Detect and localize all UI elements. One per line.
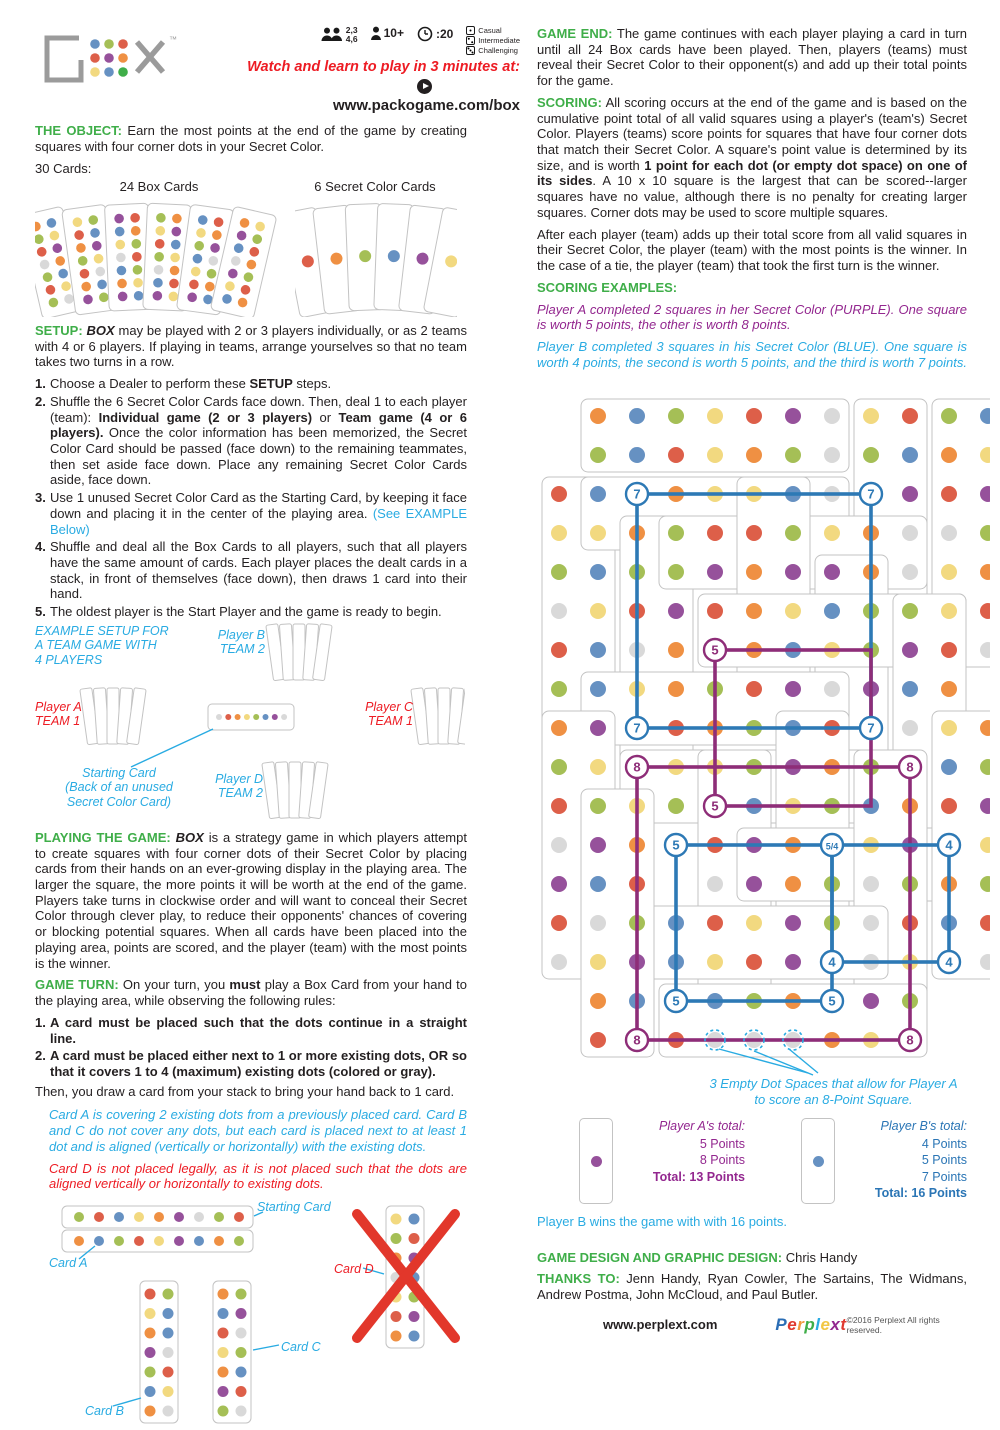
secret-cards-fan	[295, 197, 457, 317]
info-icons	[193, 26, 520, 55]
setup-step-4: 4. Shuffle and deal all the Box Cards to all players, such that all players have the same amount of cards. Each player places the dealt cards in a stack, in front of themselves (face down), then draws 1 card into their hand.	[35, 539, 467, 602]
svg-text:8: 8	[633, 1032, 641, 1048]
setup-box-word: BOX	[86, 322, 115, 338]
time-value: :20	[435, 26, 454, 41]
trademark: ™	[169, 35, 177, 44]
card-abc-note: Card A is covering 2 existing dots from a previously placed card. Card B and C do not cover any dots, but each card is placed next to at least 1 dot and is aligned (vertically or horizontally) with the existing dots.	[49, 1107, 467, 1154]
empty-dot-spaces-note: 3 Empty Dot Spaces that allow for Player A to score an 8-Point Square.	[709, 1076, 958, 1108]
placement-diagram	[35, 1198, 467, 1430]
winner-line: Player B wins the game with with 16 points.	[537, 1213, 788, 1229]
card-c-label: Card C	[281, 1339, 321, 1354]
svg-text:8: 8	[633, 759, 641, 775]
game-turn-intro: GAME TURN: On your turn, you must play a Box Card from your hand to the playing area, while observing the following rules:	[35, 977, 468, 1009]
scoring-diagram-svg	[520, 376, 990, 1076]
box-logo-graphic	[35, 26, 187, 88]
placement-svg	[35, 1198, 465, 1430]
player-b-label: Player B TEAM 2	[217, 627, 265, 657]
player-a-totals	[579, 1118, 745, 1204]
difficulty-list	[466, 26, 520, 55]
starting-card-label: Starting Card	[257, 1199, 331, 1214]
players-count-group	[321, 26, 358, 44]
setup-step-1: 1. Choose a Dealer to perform these SETUP steps.	[35, 376, 332, 392]
die-2-icon	[466, 36, 475, 45]
cards-count-title: 30 Cards:	[35, 160, 92, 176]
card-d-label: Card D	[334, 1261, 374, 1276]
die-3-icon	[466, 46, 475, 55]
logo-x-icon	[137, 42, 163, 72]
totals-row	[579, 1118, 967, 1204]
svg-text:7: 7	[867, 720, 875, 736]
svg-text:5: 5	[828, 993, 836, 1009]
setup-intro-text: may be played with 2 or 3 players individually, or as 2 teams with 4 or 6 players. If playing in teams, arrange yourselves so that no team takes two turns in a row.	[35, 322, 467, 370]
svg-text:5: 5	[711, 798, 719, 814]
see-example-link: (See EXAMPLE Below)	[50, 505, 467, 537]
svg-text:7: 7	[867, 486, 875, 502]
secret-cards-label: 6 Secret Color Cards	[314, 179, 436, 195]
scoring-diagram	[520, 376, 967, 1076]
starting-card-note: Starting Card (Back of an unused Secret Color Card)	[65, 765, 173, 809]
card-fans	[35, 197, 467, 317]
age-icon	[371, 26, 381, 41]
footer	[537, 1315, 967, 1336]
thanks-credit: THANKS TO: Jenn Handy, Ryan Cowler, The Sartains, The Widmans, Andrew Postma, John McCloud, and Paul Butler.	[537, 1271, 967, 1302]
player-a-label: Player A TEAM 1	[35, 699, 82, 729]
svg-text:7: 7	[633, 720, 641, 736]
svg-text:4: 4	[945, 954, 953, 970]
difficulty-intermediate: Intermediate	[466, 36, 520, 46]
scoring-examples-heading: SCORING EXAMPLES:	[537, 279, 678, 295]
player-d-label: Player D TEAM 2	[215, 771, 263, 801]
object-paragraph	[35, 123, 467, 154]
time-group	[417, 26, 453, 42]
box-cards-label: 24 Box Cards	[119, 179, 199, 195]
game-turn-heading: GAME TURN:	[35, 977, 119, 993]
logo-dots-icon	[90, 39, 128, 77]
header	[35, 25, 520, 115]
fan-labels	[35, 179, 467, 195]
difficulty-challenging: Challenging	[466, 46, 520, 56]
age-group	[371, 26, 404, 41]
game-turn-rule-2: 2. A card must be placed either next to 1 or more existing dots, OR so that it covers 1 to 4 (maximum) existing dots (colored or gray).	[35, 1048, 467, 1079]
game-turn-after: Then, you draw a card from your stack to bring your hand back to 1 card.	[35, 1083, 455, 1099]
perplext-url[interactable]: www.perplext.com	[603, 1317, 718, 1333]
player-a-totals-text: Player A's total: 5 Points 8 Points Total: 13 Points	[652, 1118, 745, 1184]
player-b-example-note: Player B completed 3 squares in his Secret Color (BLUE). One square is worth 4 points, the second is worth 5 points, and the third is worth 7 points.	[537, 338, 967, 370]
player-a-example-note: Player A completed 2 squares in her Secret Color (PURPLE). One square is worth 5 points, the other is worth 8 points.	[537, 301, 967, 333]
object-text: Earn the most points at the end of the game by creating squares with four corner dots in your Secret Color.	[35, 123, 468, 154]
svg-text:5: 5	[672, 837, 680, 853]
player-b-totals	[801, 1118, 967, 1204]
card-b-label: Card B	[85, 1403, 124, 1418]
player-b-totals-text: Player B's total: 4 Points 5 Points 7 Points Total: 16 Points	[874, 1118, 967, 1200]
player-c-label: Player C TEAM 1	[365, 699, 413, 729]
svg-text:4: 4	[828, 954, 836, 970]
setup-heading: SETUP:	[35, 322, 83, 338]
playing-heading: PLAYING THE GAME:	[35, 829, 171, 845]
playing-the-game	[35, 830, 467, 971]
svg-text:8: 8	[906, 759, 914, 775]
setup-step-2: 2. Shuffle the 6 Secret Color Cards face down. Then, deal 1 to each player (team): Individual game (2 or 3 players) or Team game (4 or 6 players). Once the color information has been memorized, the Secret Color Card should be passed (face down) to the remaining teammates, then set aside face down. Place any remaining Secret Color Cards aside, face down.	[35, 393, 467, 488]
game-end-heading: GAME END:	[537, 26, 613, 41]
playing-box-word: BOX	[175, 829, 204, 845]
blue-dot	[813, 1156, 824, 1167]
box-cards-fan	[35, 197, 283, 317]
object-heading: THE OBJECT:	[35, 123, 123, 139]
players-icon	[321, 27, 343, 42]
setup-step-3: 3. Use 1 unused Secret Color Card as the Starting Card, by keeping it face down and placing it in the center of the playing area. (See EXAMPLE Below)	[35, 490, 467, 537]
scoring-heading: SCORING:	[537, 94, 602, 110]
svg-text:8: 8	[906, 1032, 914, 1048]
secret-color-card-blue	[801, 1118, 835, 1204]
example-setup-diagram	[35, 622, 467, 824]
svg-text:5: 5	[672, 993, 680, 1009]
card-a-label: Card A	[49, 1255, 88, 1270]
die-1-icon	[466, 26, 475, 35]
svg-text:5/4: 5/4	[825, 841, 839, 852]
left-column	[35, 25, 520, 1430]
difficulty-casual: Casual	[466, 26, 520, 36]
playing-text: is a strategy game in which players attempt to create squares with four corner dots of their Secret Color by placing cards from their hands on an ever-growing display in the playing area. The larger the square, the more points it will be worth at the end of the game. Players take turns in clockwise order and will want to conceal their Secret Color through clever play, to reduce their opponents' chances of covering or blocking potential squares. When all cards have been placed into the playing area, points are scored, and the player (team) with the most points is the winner.	[35, 829, 467, 971]
logo-bracket-icon	[47, 38, 81, 80]
setup-intro	[35, 323, 467, 370]
design-credit: GAME DESIGN AND GRAPHIC DESIGN: Chris Handy	[537, 1249, 858, 1265]
box-logo	[35, 26, 193, 115]
scoring-paragraph: SCORING: All scoring occurs at the end of the game and is based on the cumulative point total of all valid squares using a player's (team's) Secret Color. Players (teams) score points for squares that have four corner dots that match their Secret Color. A square's point value is determined by its size, and is worth 1 point for each dot (or empty dot space) on one of its sides. A 10 x 10 square is the largest that can be scored--larger squares have no value, although there is no penalty for creating larger squares. Corner dots may be used to score multiple squares.	[537, 94, 967, 220]
svg-text:7: 7	[633, 486, 641, 502]
right-column	[537, 26, 967, 1335]
copyright: ©2016 Perplext All rights reserved.	[846, 1314, 940, 1335]
scoring-paragraph-2: After each player (team) adds up their total score from all valid squares in their Secret Color, the player (team) with the most points is the winner. In the case of a tie, the player (team) that took the first turn is the winner.	[537, 226, 967, 274]
svg-text:5: 5	[711, 642, 719, 658]
setup-step-5: 5. The oldest player is the Start Player and the game is ready to begin.	[35, 604, 442, 620]
header-right	[193, 26, 520, 115]
card-d-note: Card D is not placed legally, as it is not placed such that the dots are aligned vertically or horizontally to existing dots.	[49, 1160, 467, 1192]
svg-text:4: 4	[945, 837, 953, 853]
play-icon	[417, 79, 432, 94]
perplext-logo: Perplext	[775, 1314, 847, 1334]
age-value: 10+	[383, 26, 404, 41]
video-url-line	[193, 79, 520, 115]
example-setup-caption: EXAMPLE SETUP FOR A TEAM GAME WITH 4 PLAYERS	[35, 623, 169, 667]
players-count: 2,3 4,6	[345, 25, 358, 44]
clock-icon	[417, 26, 433, 42]
game-end-paragraph: GAME END: The game continues with each player playing a card in turn until all 24 Box cards have been played. Then, players (teams) must reveal their Secret Color to their opponent(s) and add up their total points for the game.	[537, 26, 968, 89]
purple-dot	[591, 1156, 602, 1167]
secret-color-card-purple	[579, 1118, 613, 1204]
game-turn-rule-1: 1. A card must be placed such that the dots continue in a straight line.	[35, 1014, 467, 1046]
watch-text: Watch and learn to play in 3 minutes at:	[247, 59, 520, 76]
video-url[interactable]: www.packogame.com/box	[333, 96, 520, 114]
